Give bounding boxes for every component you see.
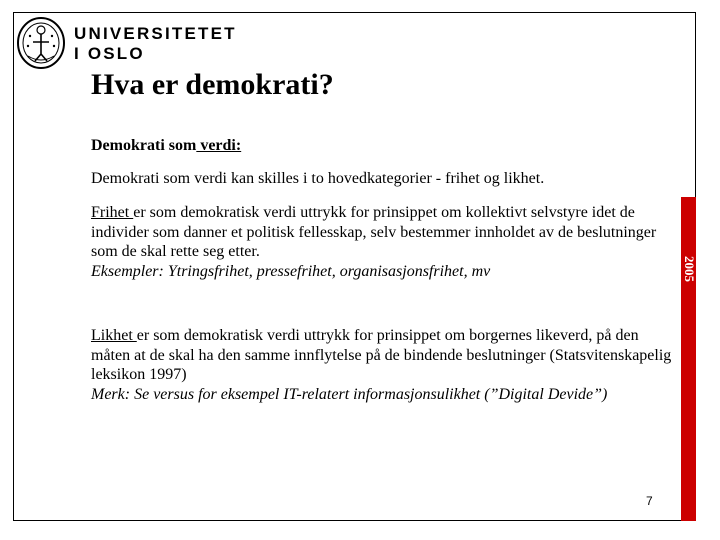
page-number: 7: [646, 494, 653, 508]
paragraph-likhet-text: er som demokratisk verdi uttrykk for prinsippet om borgernes likeverd, på den måten at de skal ha den samme innflytelse på de bindende beslutninger (Statsvitenskapelig leksikon 1997): [91, 327, 672, 383]
paragraph-likhet: [91, 326, 681, 404]
paragraph-frihet: [91, 203, 681, 281]
slide-title: Hva er demokrati?: [91, 68, 334, 101]
wordmark-line-2: I OSLO: [74, 44, 145, 63]
year-label-container: [681, 197, 696, 521]
wordmark-line-1: UNIVERSITETET: [74, 24, 237, 43]
university-wordmark: [74, 24, 237, 64]
university-seal-logo: [16, 16, 66, 70]
term-frihet: Frihet: [91, 204, 134, 221]
paragraph-frihet-text: er som demokratisk verdi uttrykk for prinsippet om kollektivt selvstyre idet de individer som danner et politisk fellesskap, selv bestemmer innholdet av de beslutninger som de skal rette seg etter.: [91, 204, 657, 260]
intro-text: Demokrati som verdi kan skilles i to hovedkategorier - frihet og likhet.: [91, 170, 545, 187]
paragraph-frihet-note: Eksempler: Ytringsfrihet, pressefrihet, organisasjonsfrihet, mv: [91, 262, 491, 280]
paragraph-likhet-note: Merk: Se versus for eksempel IT-relatert informasjonsulikhet (”Digital Devide”): [91, 385, 608, 403]
heading-prefix: Demokrati som: [91, 137, 197, 154]
heading-underlined: verdi:: [196, 137, 242, 154]
year-label: 2005: [681, 256, 697, 282]
section-heading: [91, 137, 241, 155]
term-likhet: Likhet: [91, 327, 137, 344]
